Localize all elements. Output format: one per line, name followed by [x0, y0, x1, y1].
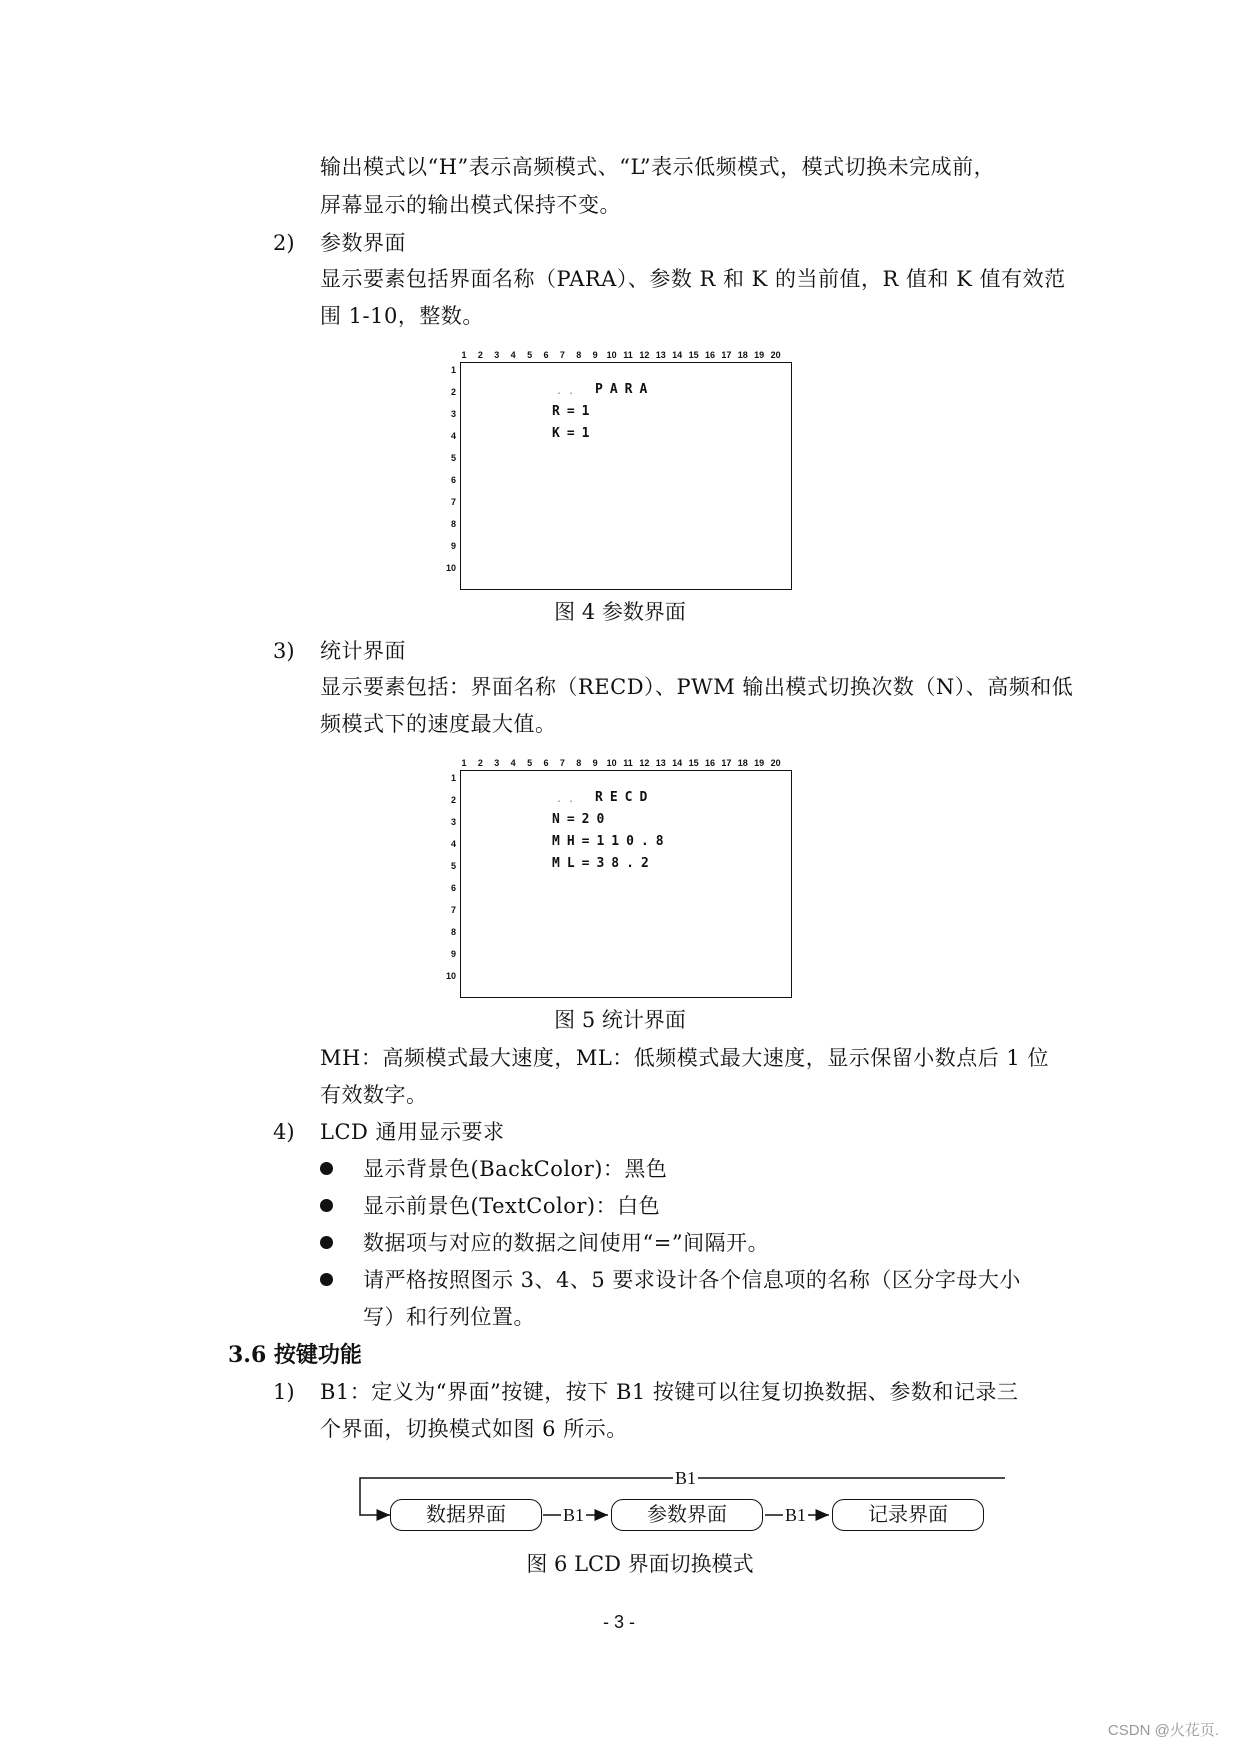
lcd-row-number: 7: [450, 905, 456, 915]
lcd-column-number: 7: [559, 758, 565, 768]
lcd-row-number: 5: [450, 861, 456, 871]
bullet-item-2: 显示前景色(TextColor)：白色: [363, 1194, 661, 1218]
section-2-line-1: 显示要素包括界面名称（PARA）、参数 R 和 K 的当前值，R 值和 K 值有效范: [320, 267, 1066, 291]
figure-5-caption: 图 5 统计界面: [554, 1008, 686, 1032]
lcd-column-number: 16: [704, 758, 715, 768]
page-number: - 3 -: [603, 1612, 636, 1632]
lcd-column-number: 13: [655, 758, 666, 768]
lcd-column-number: 7: [559, 350, 565, 360]
lcd-column-number: 6: [543, 758, 549, 768]
section-3-number: 3): [273, 639, 295, 663]
lcd-row-number: 9: [450, 541, 456, 551]
bullet-item-4-continued: 写）和行列位置。: [363, 1305, 535, 1329]
lcd-title-para: PARA: [595, 382, 655, 397]
lcd-column-number: 17: [721, 758, 732, 768]
lcd-row-number: 2: [450, 387, 456, 397]
lcd-column-number: 17: [721, 350, 732, 360]
lcd-column-number: 13: [655, 350, 666, 360]
lcd-column-number: 20: [770, 758, 781, 768]
section-3-line-2: 频模式下的速度最大值。: [320, 712, 557, 736]
lcd-column-number: 20: [770, 350, 781, 360]
section-4-title: LCD 通用显示要求: [320, 1120, 505, 1144]
item-1-line-1: B1：定义为“界面”按键，按下 B1 按键可以往复切换数据、参数和记录三: [320, 1380, 1019, 1404]
item-1-number: 1): [273, 1380, 295, 1404]
interface-switch-diagram: [355, 1464, 1005, 1544]
bullet-item-1: 显示背景色(BackColor)：黑色: [363, 1157, 668, 1181]
lcd-line-mh: MH=110.8: [552, 834, 671, 849]
node-record-interface: 记录界面: [832, 1499, 984, 1531]
lcd-column-number: 10: [606, 350, 617, 360]
watermark: CSDN @火花页.: [1107, 1722, 1219, 1739]
lcd-column-number: 2: [477, 758, 483, 768]
section-2-title: 参数界面: [320, 231, 406, 255]
intro-line-2: 屏幕显示的输出模式保持不变。: [320, 193, 621, 217]
lcd-column-number: 5: [527, 350, 533, 360]
intro-line-1: 输出模式以“H”表示高频模式、“L”表示低频模式，模式切换未完成前，: [320, 155, 996, 179]
lcd-column-number: 2: [477, 350, 483, 360]
lcd-screen: [460, 362, 792, 590]
edge-label-b1: B1: [563, 1505, 585, 1525]
lcd-dots: ..: [556, 386, 581, 397]
lcd-row-number: 5: [450, 453, 456, 463]
section-3-line-1: 显示要素包括：界面名称（RECD）、PWM 输出模式切换次数（N）、高频和低: [320, 675, 1074, 699]
lcd-column-number: 4: [510, 758, 516, 768]
lcd-column-number: 19: [754, 758, 765, 768]
lcd-column-number: 11: [623, 350, 633, 360]
lcd-column-number: 16: [704, 350, 715, 360]
lcd-row-number: 3: [450, 409, 456, 419]
edge-label-b1: B1: [785, 1505, 807, 1525]
lcd-row-number: 6: [450, 475, 456, 485]
lcd-column-number: 14: [672, 758, 683, 768]
lcd-row-number: 10: [445, 971, 456, 981]
lcd-line-ml: ML=38.2: [552, 856, 656, 871]
lcd-dots: ..: [556, 794, 581, 805]
lcd-line-n: N=20: [552, 812, 612, 827]
lcd-column-number: 15: [688, 758, 699, 768]
return-label-b1: B1: [675, 1468, 697, 1488]
lcd-line-k: K=1: [552, 426, 597, 441]
lcd-column-number: 15: [688, 350, 699, 360]
lcd-column-number: 1: [461, 758, 467, 768]
lcd-row-number: 9: [450, 949, 456, 959]
section-2-number: 2): [273, 231, 295, 255]
node-param-interface: 参数界面: [611, 1499, 763, 1531]
section-3-6-heading: 3.6 按键功能: [228, 1342, 362, 1368]
lcd-column-number: 10: [606, 758, 617, 768]
recd-note-line-2: 有效数字。: [320, 1083, 428, 1107]
lcd-row-number: 4: [450, 431, 456, 441]
recd-note-line-1: MH：高频模式最大速度，ML：低频模式最大速度，显示保留小数点后 1 位: [320, 1046, 1049, 1070]
lcd-title-recd: RECD: [595, 790, 655, 805]
lcd-column-number: 19: [754, 350, 765, 360]
lcd-column-number: 3: [494, 758, 500, 768]
lcd-row-number: 6: [450, 883, 456, 893]
item-1-line-2: 个界面，切换模式如图 6 所示。: [320, 1417, 628, 1441]
lcd-figure-para: [442, 348, 794, 592]
bullet-dot: [320, 1273, 333, 1286]
lcd-column-number: 5: [527, 758, 533, 768]
node-data-interface: 数据界面: [390, 1499, 542, 1531]
lcd-column-number: 9: [592, 758, 598, 768]
section-4-number: 4): [273, 1120, 295, 1144]
figure-4-caption: 图 4 参数界面: [554, 600, 686, 624]
lcd-row-number: 3: [450, 817, 456, 827]
lcd-column-number: 6: [543, 350, 549, 360]
lcd-row-number: 2: [450, 795, 456, 805]
lcd-column-number: 9: [592, 350, 598, 360]
lcd-column-number: 8: [576, 758, 582, 768]
lcd-row-number: 8: [450, 519, 456, 529]
lcd-figure-recd: [442, 756, 794, 1000]
lcd-row-number: 4: [450, 839, 456, 849]
lcd-column-number: 4: [510, 350, 516, 360]
section-3-title: 统计界面: [320, 639, 406, 663]
lcd-column-number: 12: [639, 758, 650, 768]
lcd-column-number: 8: [576, 350, 582, 360]
bullet-item-3: 数据项与对应的数据之间使用“=”间隔开。: [363, 1231, 770, 1255]
lcd-row-number: 7: [450, 497, 456, 507]
lcd-column-number: 1: [461, 350, 467, 360]
bullet-item-4: 请严格按照图示 3、4、5 要求设计各个信息项的名称（区分字母大小: [363, 1268, 1021, 1292]
bullet-dot: [320, 1162, 333, 1175]
bullet-dot: [320, 1199, 333, 1212]
bullet-dot: [320, 1236, 333, 1249]
lcd-row-number: 10: [445, 563, 456, 573]
lcd-column-number: 14: [672, 350, 683, 360]
lcd-row-number: 1: [450, 365, 456, 375]
lcd-column-number: 3: [494, 350, 500, 360]
figure-6-caption: 图 6 LCD 界面切换模式: [526, 1552, 754, 1576]
lcd-row-number: 1: [450, 773, 456, 783]
lcd-screen: [460, 770, 792, 998]
lcd-row-number: 8: [450, 927, 456, 937]
lcd-column-number: 18: [737, 758, 748, 768]
lcd-column-number: 11: [623, 758, 633, 768]
lcd-line-r: R=1: [552, 404, 597, 419]
lcd-column-number: 18: [737, 350, 748, 360]
section-2-line-2: 围 1-10，整数。: [320, 304, 484, 328]
lcd-column-number: 12: [639, 350, 650, 360]
